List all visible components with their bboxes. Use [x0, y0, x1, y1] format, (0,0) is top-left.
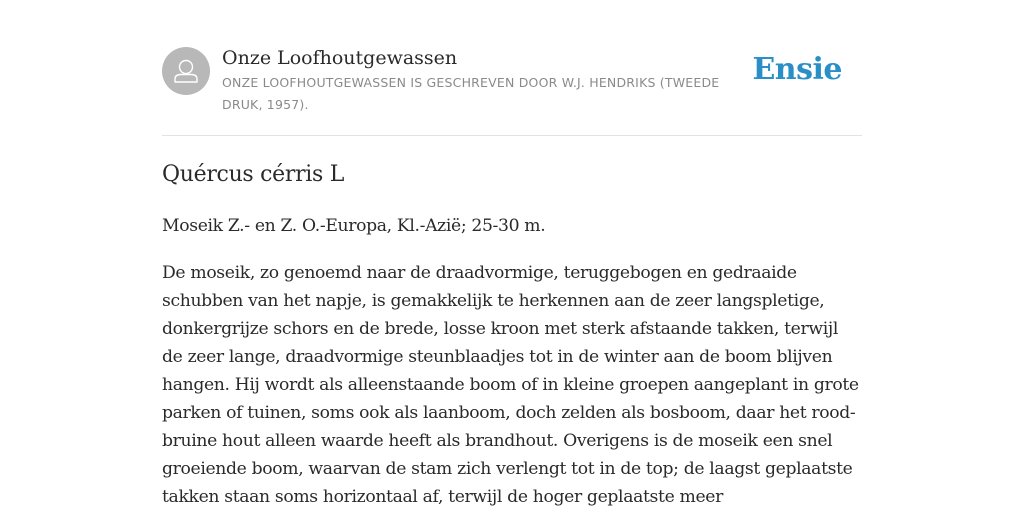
avatar[interactable] — [162, 47, 210, 95]
book-title[interactable]: Onze Loofhoutgewassen — [222, 47, 458, 69]
book-header — [162, 46, 862, 136]
entry-title: Quércus cérris L — [162, 162, 345, 187]
person-icon — [162, 47, 210, 95]
ensie-logo[interactable]: Ensie — [752, 52, 842, 87]
entry-body: De moseik, zo genoemd naar de draadvormige, teruggebogen en gedraaide schubben van het napje, is gemakkelijk te herkennen aan de zeer langspletige, donkergrijze schors en de brede, losse kroon met sterk afstaande takken, terwijl de zeer lange, draadvormige steunblaadjes tot in de winter aan de boom blijven hangen. Hij wordt als alleenstaande boom of in kleine groepen aangeplant in grote parken of tuinen, soms ook als laanboom, doch zelden als bosboom, daar het rood-bruine hout alleen waarde heeft als brandhout. Overigens is de moseik een snel groeiende boom, waarvan de stam zich verlengt tot in de top; de laagst geplaatste takken staan soms horizontaal af, terwijl de hoger geplaatste meer — [162, 263, 859, 507]
book-subtitle: ONZE LOOFHOUTGEWASSEN IS GESCHREVEN DOOR W.J. HENDRIKS (TWEEDE DRUK, 1957). — [222, 75, 720, 112]
entry-content — [162, 158, 862, 511]
entry-summary: Moseik Z.- en Z. O.-Europa, Kl.-Azië; 25-30 m. — [162, 216, 546, 236]
